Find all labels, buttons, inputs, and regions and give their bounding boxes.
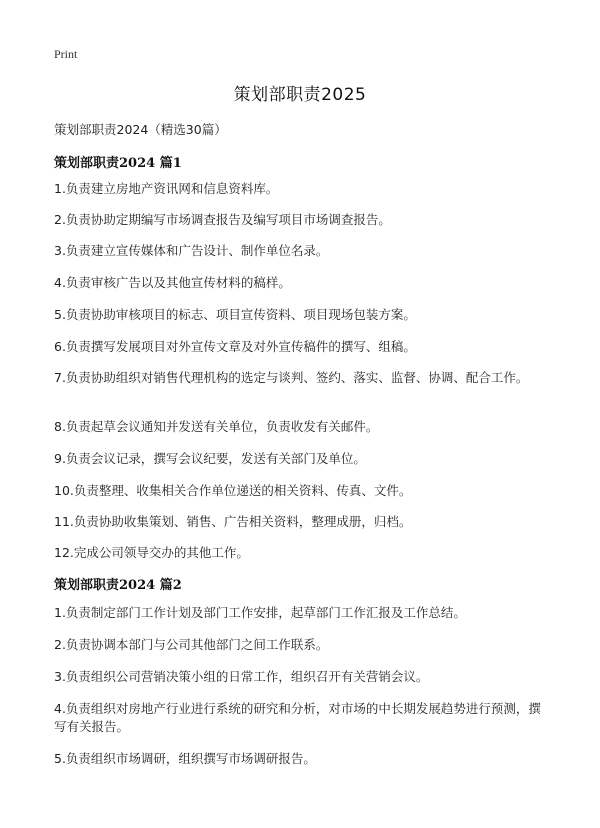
document-subtitle: 策划部职责2024（精选30篇）: [54, 122, 227, 137]
list-item: 9.负责会议记录，撰写会议纪要，发送有关部门及单位。: [54, 451, 366, 466]
section-heading-1: 策划部职责2024 篇1: [54, 156, 182, 171]
list-item: 2.负责协调本部门与公司其他部门之间工作联系。: [54, 637, 329, 652]
list-item: 8.负责起草会议通知并发送有关单位，负责收发有关邮件。: [54, 419, 379, 434]
list-item: 11.负责协助收集策划、销售、广告相关资料，整理成册，归档。: [54, 514, 412, 529]
page-title: 策划部职责2025: [233, 85, 367, 105]
list-item: 1.负责制定部门工作计划及部门工作安排，起草部门工作汇报及工作总结。: [54, 605, 466, 620]
list-item: 4.负责审核广告以及其他宣传材料的稿样。: [54, 275, 291, 290]
list-item: 1.负责建立房地产资讯网和信息资料库。: [54, 181, 279, 196]
list-item: 5.负责组织市场调研，组织撰写市场调研报告。: [54, 751, 316, 766]
print-label: Print: [54, 47, 78, 61]
list-item: 5.负责协助审核项目的标志、项目宣传资料、项目现场包装方案。: [54, 307, 416, 322]
list-item: 7.负责协助组织对销售代理机构的选定与谈判、签约、落实、监督、协调、配合工作。: [54, 370, 529, 385]
section-heading-2: 策划部职责2024 篇2: [54, 578, 182, 593]
list-item: 4.负责组织对房地产行业进行系统的研究和分析，对市场的中长期发展趋势进行预测，撰写有关报告。: [54, 701, 541, 734]
list-item: 3.负责组织公司营销决策小组的日常工作，组织召开有关营销会议。: [54, 669, 429, 684]
list-item: 10.负责整理、收集相关合作单位递送的相关资料、传真、文件。: [54, 483, 412, 498]
list-item: 2.负责协助定期编写市场调查报告及编写项目市场调查报告。: [54, 212, 391, 227]
list-item: 12.完成公司领导交办的其他工作。: [54, 545, 249, 560]
list-item: 3.负责建立宣传媒体和广告设计、制作单位名录。: [54, 243, 329, 258]
list-item: 6.负责撰写发展项目对外宣传文章及对外宣传稿件的撰写、组稿。: [54, 339, 416, 354]
